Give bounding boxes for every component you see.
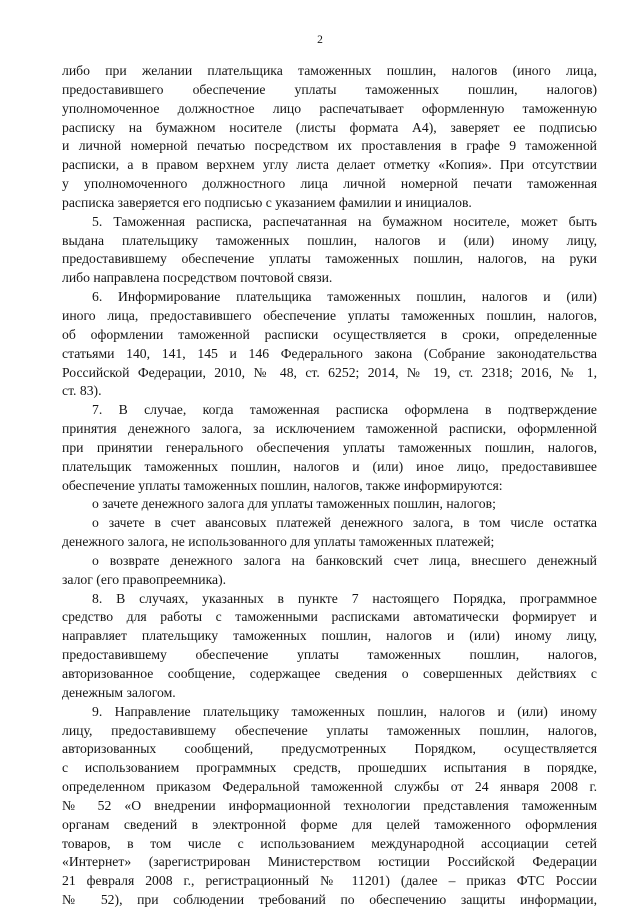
text-line: либо направлена посредством почтовой связи. [62, 270, 333, 286]
text-line: № 52), при соблюдении требований по обеспечению защиты информации, [62, 892, 597, 908]
text-line: 5. Таможенная расписка, распечатанная на бумажном носителе, может быть [92, 213, 597, 229]
text-line: уполномоченное должностное лицо распечатывает оформленную таможенную [62, 100, 597, 116]
text-line: иного лица, предоставившего обеспечение уплаты таможенных пошлин, налогов, [62, 307, 597, 323]
text-line: и личной номерной печатью посредством их проставления в графе 9 таможенной [62, 138, 597, 154]
text-line: денежного залога, не использованного для уплаты таможенных платежей; [62, 534, 495, 550]
text-line: предоставившему обеспечение уплаты таможенных пошлин, налогов, [62, 647, 597, 663]
text-line: о зачете в счет авансовых платежей денежного залога, в том числе остатка [92, 515, 597, 531]
text-line: средство для работы с таможенными расписками автоматически формирует и [62, 609, 597, 625]
text-line: Российской Федерации, 2010, № 48, ст. 6252; 2014, № 19, ст. 2318; 2016, № 1, [62, 364, 597, 380]
text-line: расписки, а в правом верхнем углу листа делает отметку «Копия». При отсутствии [62, 157, 597, 173]
text-line: плательщик таможенных пошлин, налогов и (или) иное лицо, предоставившее [62, 458, 597, 474]
text-line: 21 февраля 2008 г., регистрационный № 11201) (далее – приказ ФТС России [62, 873, 597, 889]
text-line: залог (его правопреемника). [62, 571, 227, 587]
text-line: расписка заверяется его подписью с указанием фамилии и инициалов. [62, 194, 472, 210]
text-line: определенном приказом Федеральной таможенной службы от 24 января 2008 г. [62, 779, 597, 795]
text-line: предоставившему обеспечение уплаты таможенных пошлин, налогов, на руки [62, 251, 597, 267]
text-line: при принятии генерального обеспечения уплаты таможенных пошлин, налогов, [62, 439, 597, 455]
text-line: «Интернет» (зарегистрирован Министерством юстиции Российской Федерации [62, 854, 597, 870]
text-line: либо при желании плательщика таможенных пошлин, налогов (иного лица, [62, 63, 597, 78]
page-number: 2 [317, 34, 323, 46]
text-line: авторизованных сообщений, предусмотренных Порядком, осуществляется [62, 741, 597, 757]
text-line: лицу, предоставившему обеспечение уплаты таможенных пошлин, налогов, [62, 722, 597, 738]
text-line: 7. В случае, когда таможенная расписка оформлена в подтверждение [92, 402, 597, 418]
text-line: 8. В случаях, указанных в пункте 7 настоящего Порядка, программное [92, 590, 597, 606]
text-line: органам сведений в электронной форме для целей таможенного оформления [62, 816, 597, 832]
text-line: обеспечение уплаты таможенных пошлин, налогов, также информируются: [62, 477, 503, 493]
text-line: авторизованное сообщение, содержащее сведения о совершенных действиях с [62, 666, 597, 681]
text-line: направляет плательщику таможенных пошлин, налогов и (или) иному лицу, [62, 628, 597, 644]
document-body [62, 62, 597, 910]
text-line: о зачете денежного залога для уплаты таможенных пошлин, налогов; [92, 496, 496, 512]
text-line: у уполномоченного должностного лица личной номерной печати таможенная [62, 176, 597, 192]
text-line: ст. 83). [62, 383, 102, 399]
text-line: товаров, в том числе с использованием международной ассоциации сетей [62, 835, 597, 851]
text-line: о возврате денежного залога на банковский счет лица, внесшего денежный [92, 552, 597, 568]
text-line: предоставившего обеспечение уплаты таможенных пошлин, налогов) [62, 81, 597, 97]
text-line: принятия денежного залога, за исключением таможенной расписки, оформленной [62, 421, 597, 437]
text-line: денежным залогом. [62, 684, 176, 700]
text-line: выдана плательщику таможенных пошлин, налогов и (или) иному лицу, [62, 232, 597, 248]
text-line: 9. Направление плательщику таможенных пошлин, налогов и (или) иному [92, 703, 597, 719]
text-line: статьями 140, 141, 145 и 146 Федерального закона (Собрание законодательства [62, 345, 597, 361]
text-line: 6. Информирование плательщика таможенных пошлин, налогов и (или) [92, 289, 597, 305]
text-line: с использованием программных средств, прошедших испытания в порядке, [62, 760, 597, 776]
text-line: расписку на бумажном носителе (листы формата А4), заверяет ее подписью [62, 119, 597, 135]
text-line: об оформлении таможенной расписки осуществляется в сроки, определенные [62, 326, 597, 342]
text-line: № 52 «О внедрении информационной технологии представления таможенным [62, 797, 597, 813]
